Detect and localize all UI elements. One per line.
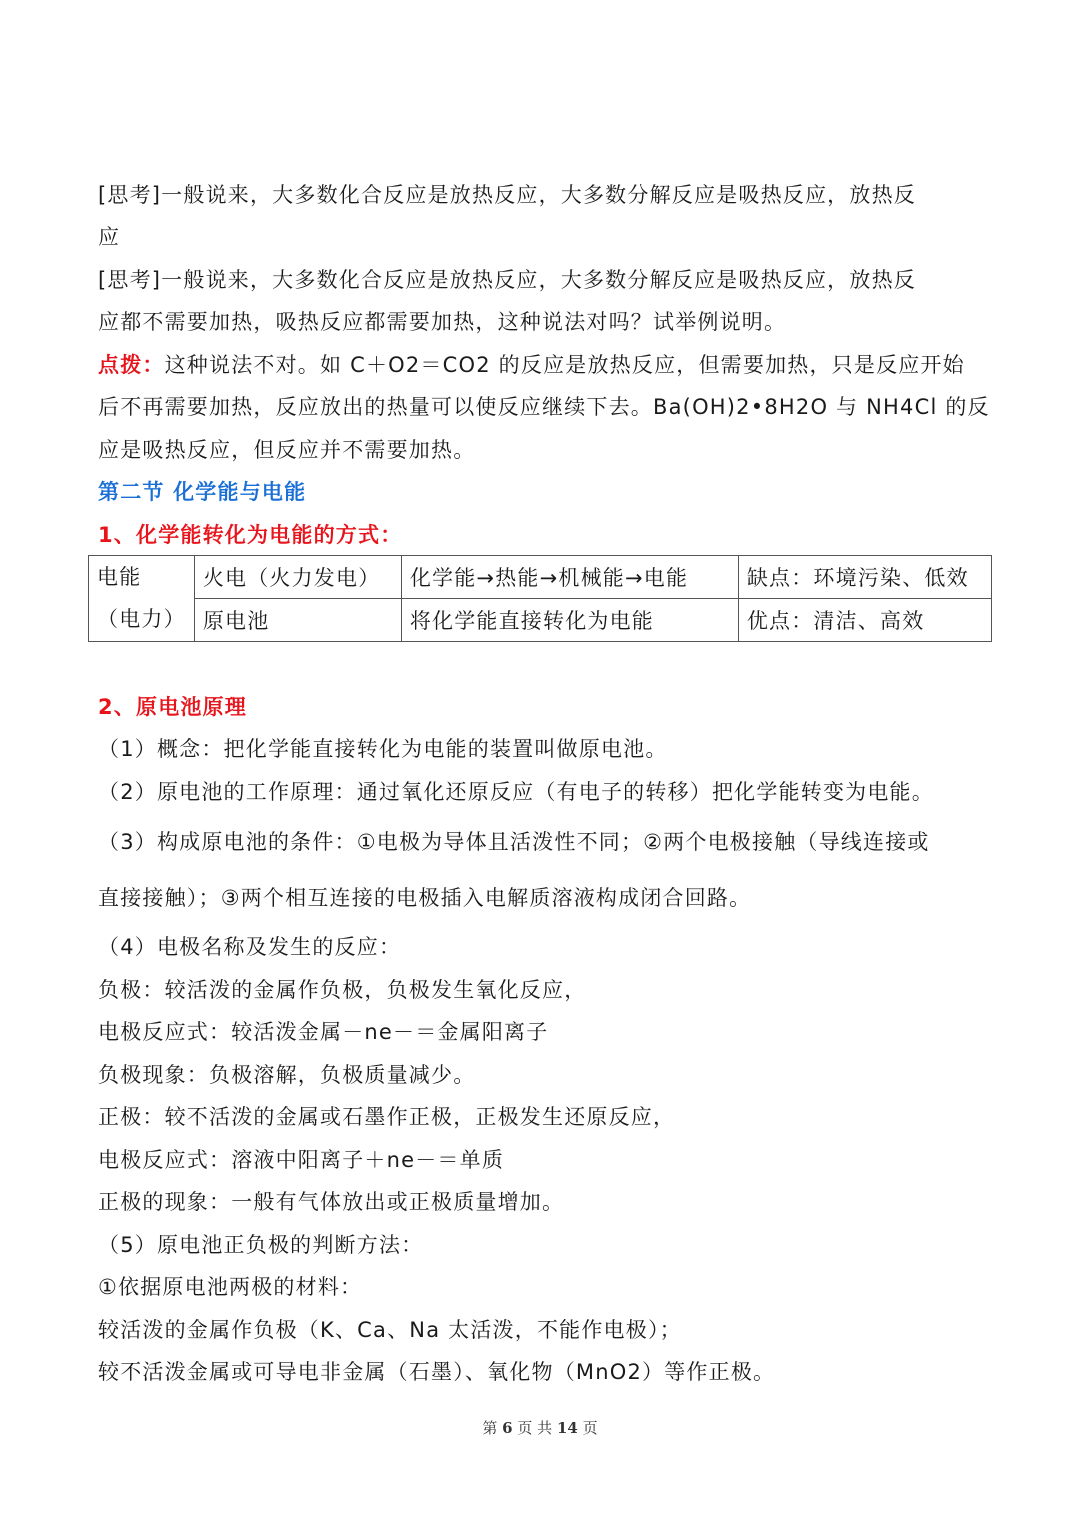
hint-line-2: 后不再需要加热，反应放出的热量可以使反应继续下去。Ba(OH)2•8H2O 与 NH4Cl 的反 [98, 395, 990, 419]
footer-text: 页 [582, 1419, 598, 1437]
footer-text: 第 [482, 1419, 498, 1437]
table-cell-electric-energy [89, 556, 195, 642]
think-paragraph-1-line-2: 应 [98, 225, 121, 249]
hint-label: 点拨： [98, 353, 165, 377]
table-row [89, 599, 992, 642]
cell-text: （电力） [97, 607, 186, 631]
heading-1: 1、化学能转化为电能的方式： [98, 523, 403, 547]
section-title: 第二节 化学能与电能 [98, 480, 307, 504]
hint-text: 这种说法不对。如 C＋O2＝CO2 的反应是放热反应，但需要加热，只是反应开始 [164, 353, 965, 377]
energy-conversion-table [88, 555, 992, 642]
table-cell: 优点：清洁、高效 [738, 599, 991, 642]
table-cell: 缺点：环境污染、低效 [738, 556, 991, 599]
positive-reaction: 电极反应式：溶液中阳离子＋ne－＝单质 [98, 1148, 505, 1172]
positive-electrode: 正极：较不活泼的金属或石墨作正极，正极发生还原反应， [98, 1105, 676, 1129]
cell-text: 电能 [97, 565, 142, 589]
hint-line-1 [98, 350, 988, 380]
paragraph-electrodes: （4）电极名称及发生的反应： [98, 935, 402, 959]
negative-electrode: 负极：较活泼的金属作负极，负极发生氧化反应， [98, 978, 587, 1002]
paragraph-judgement: （5）原电池正负极的判断方法： [98, 1233, 424, 1257]
material-positive: 较不活泼金属或可导电非金属（石墨）、氧化物（MnO2）等作正极。 [98, 1360, 776, 1384]
table-cell: 火电（火力发电） [194, 556, 401, 599]
table-cell: 将化学能直接转化为电能 [401, 599, 738, 642]
think-paragraph-1-line-1: [思考]一般说来，大多数化合反应是放热反应，大多数分解反应是吸热反应，放热反 [98, 183, 916, 207]
footer-text: 页 共 [517, 1419, 553, 1437]
page-footer [0, 1417, 1080, 1438]
positive-phenomenon: 正极的现象：一般有气体放出或正极质量增加。 [98, 1190, 565, 1214]
hint-line-3: 应是吸热反应，但反应并不需要加热。 [98, 438, 476, 462]
think-paragraph-2-line-2: 应都不需要加热，吸热反应都需要加热，这种说法对吗？试举例说明。 [98, 310, 787, 334]
judgement-by-material: ①依据原电池两极的材料： [98, 1275, 363, 1299]
negative-phenomenon: 负极现象：负极溶解，负极质量减少。 [98, 1063, 476, 1087]
heading-2: 2、原电池原理 [98, 695, 248, 719]
paragraph-conditions-line-2: 直接接触）；③两个相互连接的电极插入电解质溶液构成闭合回路。 [98, 886, 752, 910]
footer-page-number: 6 [502, 1419, 513, 1437]
negative-reaction: 电极反应式：较活泼金属－ne－＝金属阳离子 [98, 1020, 549, 1044]
paragraph-principle: （2）原电池的工作原理：通过氧化还原反应（有电子的转移）把化学能转变为电能。 [98, 780, 934, 804]
paragraph-concept: （1）概念：把化学能直接转化为电能的装置叫做原电池。 [98, 737, 668, 761]
table-cell: 化学能→热能→机械能→电能 [401, 556, 738, 599]
table-cell: 原电池 [194, 599, 401, 642]
think-paragraph-2-line-1: [思考]一般说来，大多数化合反应是放热反应，大多数分解反应是吸热反应，放热反 [98, 268, 916, 292]
paragraph-conditions-line-1: （3）构成原电池的条件：①电极为导体且活泼性不同；②两个电极接触（导线连接或 [98, 830, 930, 854]
material-negative: 较活泼的金属作负极（K、Ca、Na 太活泼，不能作电极）； [98, 1318, 682, 1342]
footer-total-pages: 14 [556, 1419, 578, 1437]
table-row [89, 556, 992, 599]
